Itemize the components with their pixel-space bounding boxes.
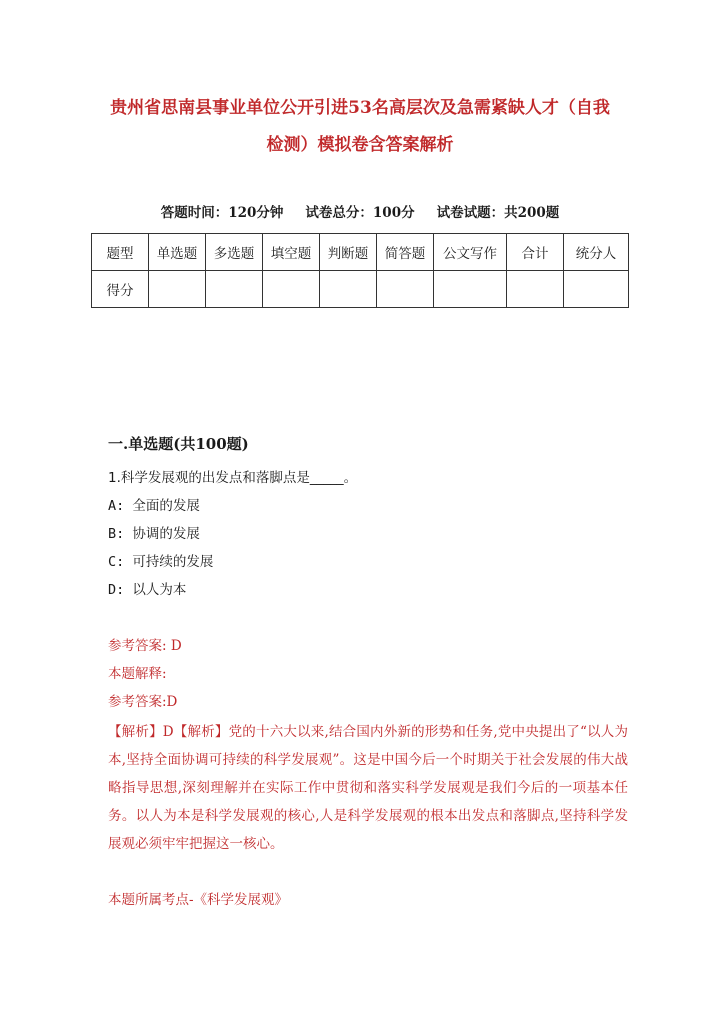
reference-answer-repeat: 参考答案:D	[108, 694, 178, 710]
score-cell[interactable]	[320, 271, 377, 308]
score-cell[interactable]	[206, 271, 263, 308]
document-title-line-1: 贵州省思南县事业单位公开引进53名高层次及急需紧缺人才（自我	[110, 98, 610, 118]
question-stem: 1.科学发展观的出发点和落脚点是_____。	[108, 470, 358, 486]
score-header-cell: 统分人	[564, 234, 629, 271]
score-cell[interactable]	[507, 271, 564, 308]
exam-total-score: 试卷总分：100分	[305, 205, 415, 221]
document-title-line-2: 检测）模拟卷含答案解析	[266, 135, 454, 155]
option-a: A: 全面的发展	[108, 498, 200, 514]
reference-answer: 参考答案: D	[108, 638, 182, 654]
score-header-cell: 合计	[507, 234, 564, 271]
score-header-cell: 题型	[92, 234, 149, 271]
score-header-cell: 单选题	[149, 234, 206, 271]
exam-total-questions: 试卷试题：共200题	[436, 205, 560, 221]
score-table-header-row	[92, 234, 629, 271]
score-cell[interactable]	[434, 271, 507, 308]
option-d: D: 以人为本	[108, 582, 187, 598]
score-cell[interactable]	[564, 271, 629, 308]
score-header-cell: 多选题	[206, 234, 263, 271]
score-table-score-row	[92, 271, 629, 308]
explanation-label: 本题解释:	[108, 666, 167, 682]
score-header-cell: 简答题	[377, 234, 434, 271]
exam-meta	[0, 201, 720, 221]
score-table	[91, 233, 629, 308]
score-cell[interactable]	[377, 271, 434, 308]
section-title: 一.单选题(共100题)	[108, 435, 249, 453]
answer-analysis: 【解析】D【解析】党的十六大以来,结合国内外新的形势和任务,党中央提出了“以人为本,坚持全面协调可持续的科学发展观”。这是中国今后一个时期关于社会发展的伟大战略指导思想,深刻理解并在实际工作中贯彻和落实科学发展观是我们今后的一项基本任务。以人为本是科学发展观的核心,人是科学发展观的根本出发点和落脚点,坚持科学发展观必须牢牢把握这一核心。	[108, 724, 628, 852]
score-row-label: 得分	[92, 271, 149, 308]
score-header-cell: 填空题	[263, 234, 320, 271]
score-header-cell: 判断题	[320, 234, 377, 271]
score-cell[interactable]	[149, 271, 206, 308]
score-cell[interactable]	[263, 271, 320, 308]
option-c: C: 可持续的发展	[108, 554, 214, 570]
option-b: B: 协调的发展	[108, 526, 200, 542]
question-topic: 本题所属考点-《科学发展观》	[108, 892, 289, 908]
exam-time: 答题时间：120分钟	[160, 205, 284, 221]
score-header-cell: 公文写作	[434, 234, 507, 271]
